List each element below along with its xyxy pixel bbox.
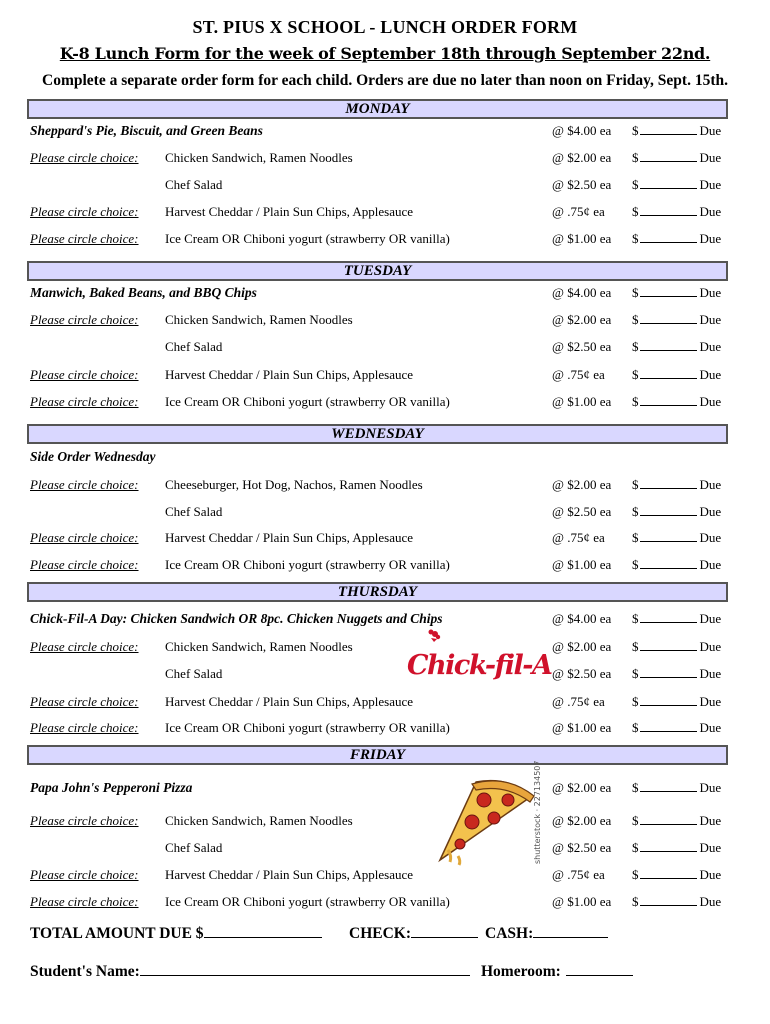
price: @ $2.00 ea [552,312,612,327]
circle-choice-label: Please circle choice: [30,557,139,572]
price: @ $1.00 ea [552,231,612,246]
svg-text:shutterstock · 227134507: shutterstock · 227134507 [533,760,542,864]
due-field[interactable]: $ Due [632,780,722,795]
main-item: Manwich, Baked Beans, and BBQ Chips [30,285,257,300]
item-text: Ice Cream OR Chiboni yogurt (strawberry OR vanilla) [165,394,450,409]
main-item: Side Order Wednesday [30,449,156,464]
item-text: Chicken Sandwich, Ramen Noodles [165,150,353,165]
item-text: Chicken Sandwich, Ramen Noodles [165,813,353,828]
circle-choice-label: Please circle choice: [30,477,139,492]
price: @ $4.00 ea [552,123,612,138]
main-row-tuesday [0,283,770,303]
due-field[interactable]: $ Due [632,720,722,735]
price: @ .75¢ ea [552,204,605,219]
due-field[interactable]: $ Due [632,312,722,327]
price: @ $2.50 ea [552,666,612,681]
due-field[interactable]: $ Due [632,504,722,519]
due-field[interactable]: $ Due [632,894,722,909]
price: @ $1.00 ea [552,394,612,409]
order-row [0,555,770,575]
due-field[interactable]: $ Due [632,177,722,192]
due-field[interactable]: $ Due [632,530,722,545]
circle-choice-label: Please circle choice: [30,530,139,545]
circle-choice-label: Please circle choice: [30,867,139,882]
order-row [0,692,770,712]
order-row [0,175,770,195]
price: @ $1.00 ea [552,720,612,735]
item-text: Ice Cream OR Chiboni yogurt (strawberry OR vanilla) [165,231,450,246]
price: @ $2.50 ea [552,339,612,354]
item-text: Harvest Cheddar / Plain Sun Chips, Applesauce [165,204,414,219]
due-field[interactable]: $ Due [632,394,722,409]
circle-choice-label: Please circle choice: [30,894,139,909]
item-text: Cheeseburger, Hot Dog, Nachos, Ramen Noodles [165,477,423,492]
item-text: Harvest Cheddar / Plain Sun Chips, Applesauce [165,530,414,545]
due-field[interactable]: $ Due [632,231,722,246]
price: @ $2.50 ea [552,504,612,519]
circle-choice-label: Please circle choice: [30,639,139,654]
main-row-wednesday [0,447,770,467]
chicken-icon [429,630,441,643]
item-text: Harvest Cheddar / Plain Sun Chips, Applesauce [165,867,414,882]
day-header-thursday: THURSDAY [27,582,728,602]
price: @ $2.50 ea [552,177,612,192]
stock-watermark [530,760,544,864]
item-text: Ice Cream OR Chiboni yogurt (strawberry OR vanilla) [165,720,450,735]
circle-choice-label: Please circle choice: [30,150,139,165]
due-field[interactable]: $ Due [632,285,722,300]
order-row [0,865,770,885]
order-row [0,475,770,495]
price: @ $1.00 ea [552,557,612,572]
due-field[interactable]: $ Due [632,339,722,354]
due-field[interactable]: $ Due [632,204,722,219]
item-text: Harvest Cheddar / Plain Sun Chips, Applesauce [165,367,414,382]
due-field[interactable]: $ Due [632,557,722,572]
price: @ $2.50 ea [552,840,612,855]
order-row [0,718,770,738]
order-row [0,528,770,548]
order-row [0,310,770,330]
week-subtitle: K-8 Lunch Form for the week of September 18th through September 22nd. [59,44,711,63]
item-text: Chef Salad [165,177,223,192]
circle-choice-label: Please circle choice: [30,204,139,219]
item-text: Chicken Sandwich, Ramen Noodles [165,639,353,654]
due-field[interactable]: $ Due [632,867,722,882]
price: @ .75¢ ea [552,867,605,882]
price: @ $4.00 ea [552,611,612,626]
item-text: Chef Salad [165,504,223,519]
item-text: Ice Cream OR Chiboni yogurt (strawberry OR vanilla) [165,894,450,909]
day-header-friday: FRIDAY [27,745,728,765]
price: @ $2.00 ea [552,813,612,828]
circle-choice-label: Please circle choice: [30,312,139,327]
main-row-friday [0,778,770,798]
due-field[interactable]: $ Due [632,813,722,828]
main-item: Chick-Fil-A Day: Chicken Sandwich OR 8pc. Chicken Nuggets and Chips [30,611,443,626]
circle-choice-label: Please circle choice: [30,720,139,735]
order-row [0,502,770,522]
price: @ $2.00 ea [552,639,612,654]
item-text: Chicken Sandwich, Ramen Noodles [165,312,353,327]
item-text: Chef Salad [165,666,223,681]
order-row [0,811,770,831]
price: @ .75¢ ea [552,530,605,545]
order-row [0,838,770,858]
price: @ $2.00 ea [552,780,612,795]
price: @ .75¢ ea [552,367,605,382]
item-text: Chef Salad [165,339,223,354]
price: @ $4.00 ea [552,285,612,300]
day-header-monday: MONDAY [27,99,728,119]
price: @ $2.00 ea [552,150,612,165]
price: @ .75¢ ea [552,694,605,709]
main-item: Sheppard's Pie, Biscuit, and Green Beans [30,123,263,138]
order-row [0,892,770,912]
chick-fil-a-wordmark: Chick-fil-A [407,650,552,681]
day-header-tuesday: TUESDAY [27,261,728,281]
price: @ $2.00 ea [552,477,612,492]
cash-field[interactable]: CASH: [485,922,608,943]
item-text: Chef Salad [165,840,223,855]
main-row-monday [0,121,770,141]
circle-choice-label: Please circle choice: [30,813,139,828]
due-field[interactable]: $ Due [632,367,722,382]
order-row [0,229,770,249]
due-field[interactable]: $ Due [632,840,722,855]
circle-choice-label: Please circle choice: [30,394,139,409]
due-field[interactable]: $ Due [632,694,722,709]
item-text: Harvest Cheddar / Plain Sun Chips, Applesauce [165,694,414,709]
order-row [0,392,770,412]
total-amount-field[interactable]: TOTAL AMOUNT DUE $ [30,922,322,943]
due-field[interactable]: $ Due [632,639,722,654]
order-row [0,148,770,168]
item-text: Ice Cream OR Chiboni yogurt (strawberry OR vanilla) [165,557,450,572]
due-field[interactable]: $ Due [632,477,722,492]
order-row [0,664,770,684]
chick-fil-a-logo [405,628,552,682]
student-name-field[interactable]: Student's Name: [30,960,470,981]
form-title: ST. PIUS X SCHOOL - LUNCH ORDER FORM [192,17,578,37]
order-row [0,202,770,222]
main-item: Papa John's Pepperoni Pizza [30,780,193,795]
price: @ $1.00 ea [552,894,612,909]
circle-choice-label: Please circle choice: [30,694,139,709]
homeroom-field[interactable]: Homeroom: [481,960,633,981]
order-row [0,337,770,357]
due-field[interactable]: $ Due [632,666,722,681]
instructions-note: Complete a separate order form for each child. Orders are due no later than noon on Friday, Sept. 15th. [42,72,728,89]
circle-choice-label: Please circle choice: [30,231,139,246]
order-row [0,365,770,385]
due-field[interactable]: $ Due [632,150,722,165]
main-row-thursday [0,609,770,629]
check-field[interactable]: CHECK: [349,922,478,943]
due-field[interactable]: $ Due [632,611,722,626]
order-row [0,637,770,657]
day-header-wednesday: WEDNESDAY [27,424,728,444]
circle-choice-label: Please circle choice: [30,367,139,382]
due-field[interactable]: $ Due [632,123,722,138]
